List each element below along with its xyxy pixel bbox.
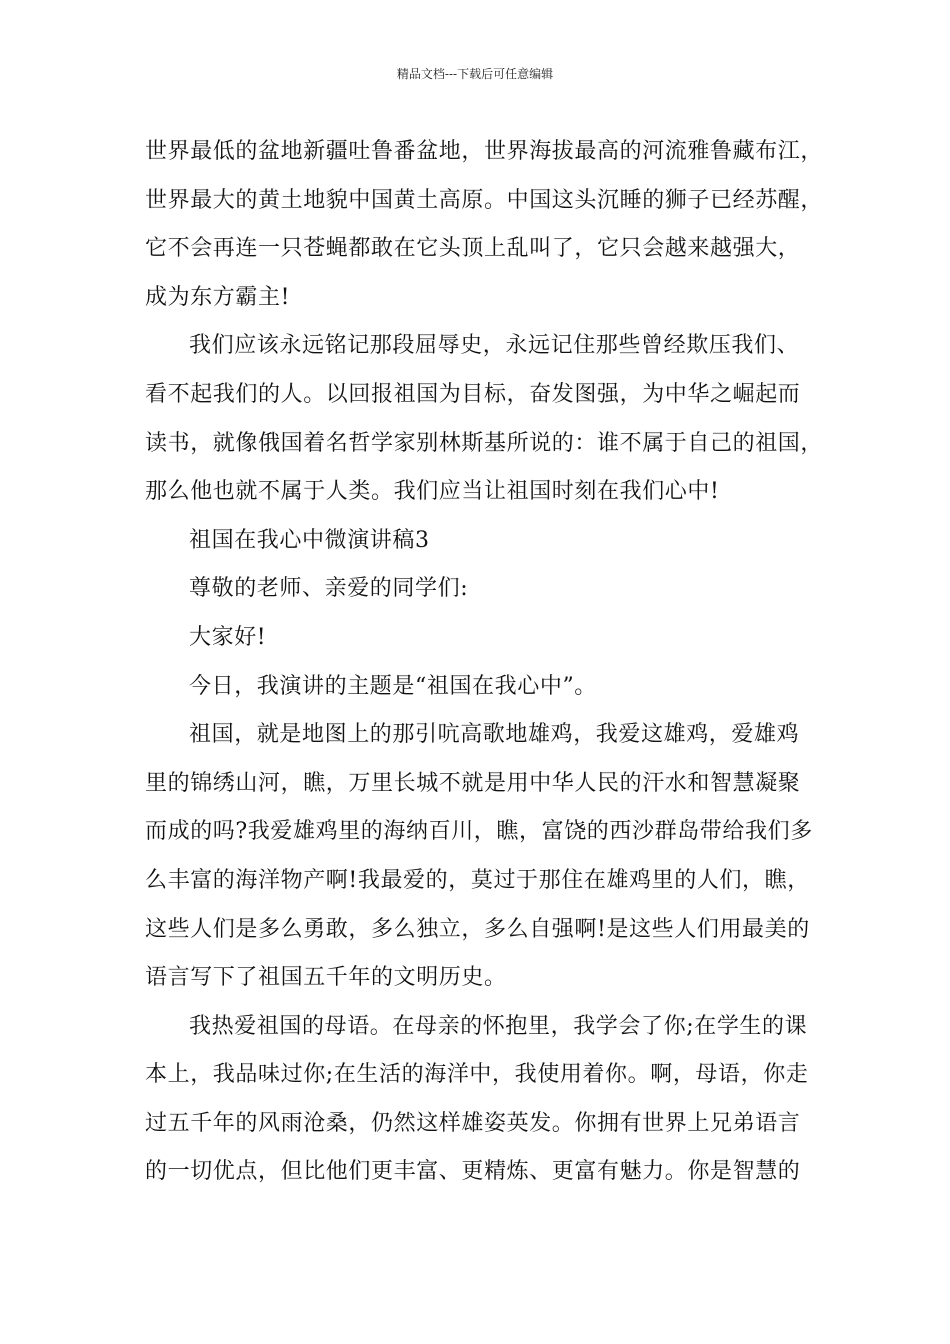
text-line: 它不会再连一只苍蝇都敢在它头顶上乱叫了，它只会越来越强大， bbox=[145, 236, 801, 262]
text-line: 我热爱祖国的母语。在母亲的怀抱里，我学会了你;在学生的课 bbox=[189, 1013, 808, 1039]
text-line: 我们应该永远铭记那段屈辱史，永远记住那些曾经欺压我们、 bbox=[189, 333, 800, 359]
salutation: 尊敬的老师、亲爱的同学们: bbox=[189, 576, 469, 602]
text-line: 世界最低的盆地新疆吐鲁番盆地，世界海拔最高的河流雅鲁藏布江， bbox=[145, 139, 824, 164]
text-line: 语言写下了祖国五千年的文明历史。 bbox=[145, 965, 507, 991]
text-line: 那么他也就不属于人类。我们应当让祖国时刻在我们心中! bbox=[145, 479, 720, 505]
text-line: 么丰富的海洋物产啊!我最爱的，莫过于那住在雄鸡里的人们，瞧， bbox=[145, 867, 810, 893]
text-line: 世界最大的黄土地貌中国黄土高原。中国这头沉睡的狮子已经苏醒， bbox=[145, 187, 824, 213]
document-body bbox=[145, 128, 824, 1197]
text-line: 成为东方霸主! bbox=[145, 284, 291, 310]
text-line: 看不起我们的人。以回报祖国为目标，奋发图强，为中华之崛起而 bbox=[145, 381, 801, 407]
text-line: 过五千年的风雨沧桑，仍然这样雄姿英发。你拥有世界上兄弟语言 bbox=[145, 1110, 801, 1136]
text-line: 今日，我演讲的主题是“祖国在我心中”。 bbox=[189, 673, 597, 699]
page-header: 精品文档---下载后可任意编辑 bbox=[396, 67, 554, 81]
text-line: 这些人们是多么勇敢，多么独立，多么自强啊!是这些人们用最美的 bbox=[145, 916, 810, 942]
greeting: 大家好! bbox=[189, 624, 267, 650]
text-line: 本上，我品味过你;在生活的海洋中，我使用着你。啊，母语，你走 bbox=[145, 1062, 809, 1088]
text-line: 里的锦绣山河，瞧，万里长城不就是用中华人民的汗水和智慧凝聚 bbox=[145, 770, 801, 796]
text-line: 而成的吗?我爱雄鸡里的海纳百川，瞧，富饶的西沙群岛带给我们多 bbox=[145, 819, 813, 845]
text-line: 的一切优点，但比他们更丰富、更精炼、更富有魅力。你是智慧的 bbox=[145, 1159, 801, 1185]
section-heading: 祖国在我心中微演讲稿3 bbox=[189, 527, 430, 553]
text-line: 读书，就像俄国着名哲学家别林斯基所说的：谁不属于自己的祖国， bbox=[145, 430, 824, 456]
text-line: 祖国，就是地图上的那引吭高歌地雄鸡，我爱这雄鸡，爱雄鸡 bbox=[189, 722, 800, 748]
